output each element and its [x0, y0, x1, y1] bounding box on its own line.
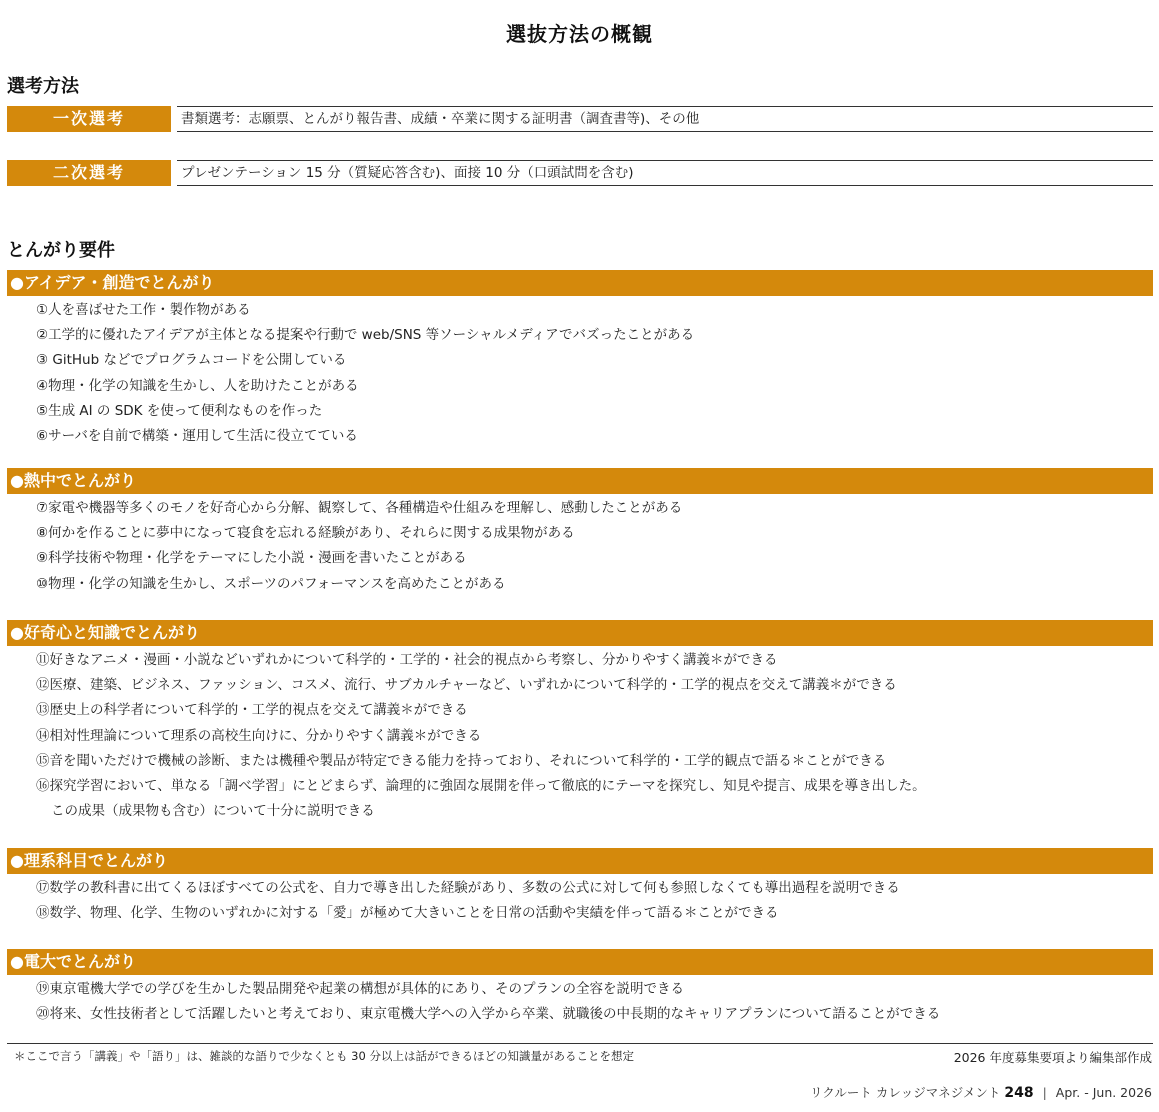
list-item: ⑨科学技術や物理・化学をテーマにした小説・漫画を書いたことがある: [36, 550, 467, 567]
category-title: ●アイデア・創造でとんがり: [7, 270, 1153, 296]
category-item-list: [7, 876, 1153, 926]
category-curiosity: [7, 620, 1153, 824]
selection-label-second: 二次選考: [7, 160, 171, 186]
list-item: ⑲東京電機大学での学びを生かした製品開発や起業の構想が具体的にあり、そのプランの全容を説明できる: [36, 981, 684, 997]
selection-text-second: プレゼンテーション 15 分（質疑応答含む)、面接 10 分（口頭試問を含む): [177, 160, 1153, 186]
category-title: ●好奇心と知識でとんがり: [7, 620, 1153, 646]
footer-divider: [7, 1043, 1153, 1044]
list-item: ③ GitHub などでプログラムコードを公開している: [36, 352, 347, 369]
list-item: ⑩物理・化学の知識を生かし、スポーツのパフォーマンスを高めたことがある: [36, 575, 506, 592]
category-item-list: [7, 977, 1153, 1027]
list-item: ⑰数学の教科書に出てくるほぼすべての公式を、自力で導き出した経験があり、多数の公式に対して何も参照しなくても導出過程を説明できる: [36, 880, 900, 896]
selection-text-first: 書類選考：志願票、とんがり報告書、成績・卒業に関する証明書（調査書等)、その他: [177, 106, 1153, 132]
page-number: 248: [1004, 1085, 1034, 1101]
list-item: ⑤生成 AI の SDK を使って便利なものを作った: [36, 402, 323, 419]
footnote: ＊ここで言う「講義」や「語り」は、雑談的な語りで少なくとも 30 分以上は話ができるほどの知識量があることを想定: [14, 1049, 634, 1063]
category-title: ●理系科目でとんがり: [7, 848, 1153, 874]
list-item: ⑳将来、女性技術者として活躍したいと考えており、東京電機大学への入学から卒業、就職後の中長期的なキャリアプランについて語ることができる: [36, 1006, 941, 1023]
list-item: ①人を喜ばせた工作・製作物がある: [36, 302, 251, 318]
selection-heading: 選考方法: [7, 76, 79, 97]
category-idea: [7, 270, 1153, 449]
category-item-list: [7, 496, 1153, 597]
selection-row-second: [7, 160, 1153, 186]
category-title: ●熱中でとんがり: [7, 468, 1153, 494]
list-item: ⑯探究学習において、単なる「調べ学習」にとどまらず、論理的に強固な展開を伴って徹底的にテーマを探究し、知見や提言、成果を導き出した。: [36, 778, 926, 795]
selection-label-first: 一次選考: [7, 106, 171, 132]
list-item: ⑫医療、建築、ビジネス、ファッション、コスメ、流行、サブカルチャーなど、いずれかについて科学的・工学的視点を交えて講義＊ができる: [36, 677, 897, 694]
page-footer: [810, 1083, 1152, 1101]
requirements-heading: とんがり要件: [7, 240, 115, 261]
category-item-list: [7, 298, 1153, 449]
page-title: 選抜方法の概観: [506, 22, 653, 46]
continuation-text: この成果（成果物も含む）について十分に説明できる: [51, 803, 375, 820]
category-item-list: [7, 648, 1153, 824]
category-title: ●電大でとんがり: [7, 949, 1153, 975]
list-item: ⑬歴史上の科学者について科学的・工学的視点を交えて講義＊ができる: [36, 702, 468, 719]
list-item: ⑮音を聞いただけで機械の診断、または機種や製品が特定できる能力を持っており、それについて科学的・工学的観点で語る＊ことができる: [36, 752, 887, 769]
footer-separator: |: [1042, 1085, 1047, 1100]
category-tdu: [7, 949, 1153, 1027]
selection-row-first: [7, 106, 1153, 132]
list-item: ⑥サーバを自前で構築・運用して生活に役立てている: [36, 428, 358, 445]
list-item: ⑦家電や機器等多くのモノを好奇心から分解、観察して、各種構造や仕組みを理解し、感動したことがある: [36, 500, 683, 516]
list-item: ⑧何かを作ることに夢中になって寝食を忘れる経験があり、それらに関する成果物がある: [36, 525, 575, 542]
issue-date: Apr. - Jun. 2026: [1055, 1085, 1152, 1100]
list-item: ④物理・化学の知識を生かし、人を助けたことがある: [36, 377, 359, 394]
list-item-continuation: [7, 799, 1153, 824]
category-science-subjects: [7, 848, 1153, 926]
category-passion: [7, 468, 1153, 597]
publication-name: リクルート カレッジマネジメント: [810, 1085, 1001, 1100]
list-item: ⑱数学、物理、化学、生物のいずれかに対する「愛」が極めて大きいことを日常の活動や実績を伴って語る＊ことができる: [36, 905, 779, 922]
list-item: ⑭相対性理論について理系の高校生向けに、分かりやすく講義＊ができる: [36, 727, 482, 744]
list-item: ②工学的に優れたアイデアが主体となる提案や行動で web/SNS 等ソーシャルメディアでバズったことがある: [36, 327, 695, 344]
list-item: ⑪好きなアニメ・漫画・小説などいずれかについて科学的・工学的・社会的視点から考察し、分かりやすく講義＊ができる: [36, 652, 778, 668]
source-credit: 2026 年度募集要項より編集部作成: [953, 1050, 1152, 1065]
